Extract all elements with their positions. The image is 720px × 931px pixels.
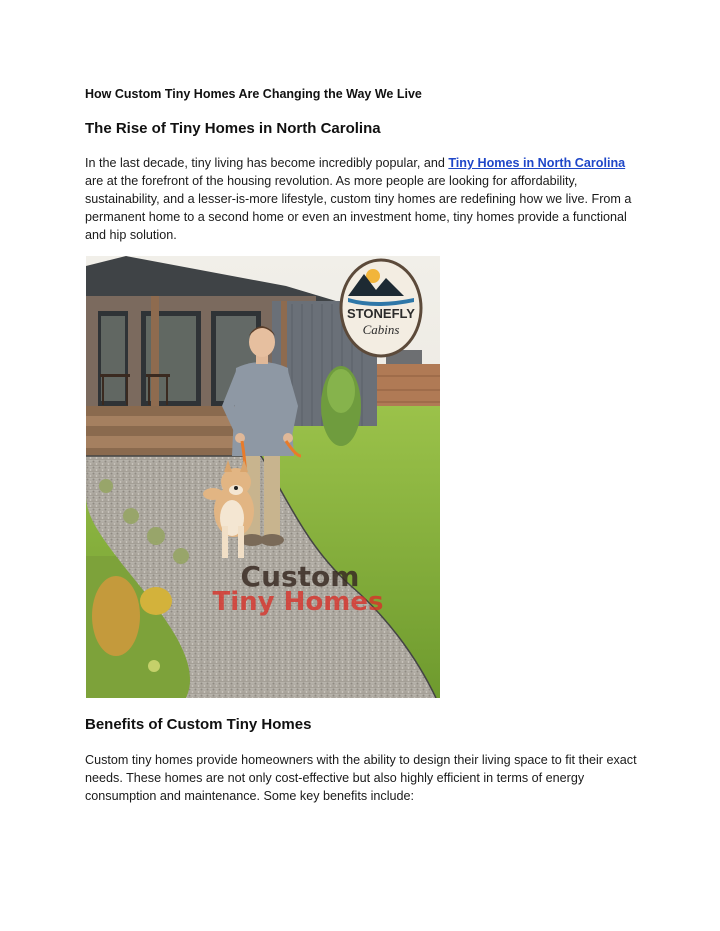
tiny-home-photo [86, 256, 440, 698]
intro-paragraph [85, 154, 637, 244]
intro-text-before-link: In the last decade, tiny living has become incredibly popular, and [85, 156, 449, 170]
overlay-custom-text: Custom [240, 560, 360, 593]
tiny-homes-nc-link[interactable]: Tiny Homes in North Carolina [448, 156, 626, 170]
benefits-paragraph: Custom tiny homes provide homeowners with the ability to design their living space to fit their exact needs. These homes are not only cost-effective but also highly efficient in terms of energy consumption and maintenance. Some key benefits include: [85, 753, 637, 803]
stonefly-cabins-logo [341, 260, 421, 356]
document-title: How Custom Tiny Homes Are Changing the Way We Live [85, 87, 422, 101]
logo-line1: STONEFLY [347, 306, 415, 321]
overlay-tiny-homes-text: Tiny Homes [212, 587, 384, 617]
photo-illustration [86, 256, 440, 698]
section-heading-benefits: Benefits of Custom Tiny Homes [85, 716, 312, 733]
section-heading-rise: The Rise of Tiny Homes in North Carolina [85, 120, 381, 137]
logo-line2: Cabins [362, 322, 400, 337]
intro-text-after-link: are at the forefront of the housing revolution. As more people are looking for affordability, sustainability, and a lesser-is-more lifestyle, custom tiny homes are redefining how we live. From a permanent home to a second home or even an investment home, tiny homes provide a functional and hip solution. [85, 174, 632, 242]
